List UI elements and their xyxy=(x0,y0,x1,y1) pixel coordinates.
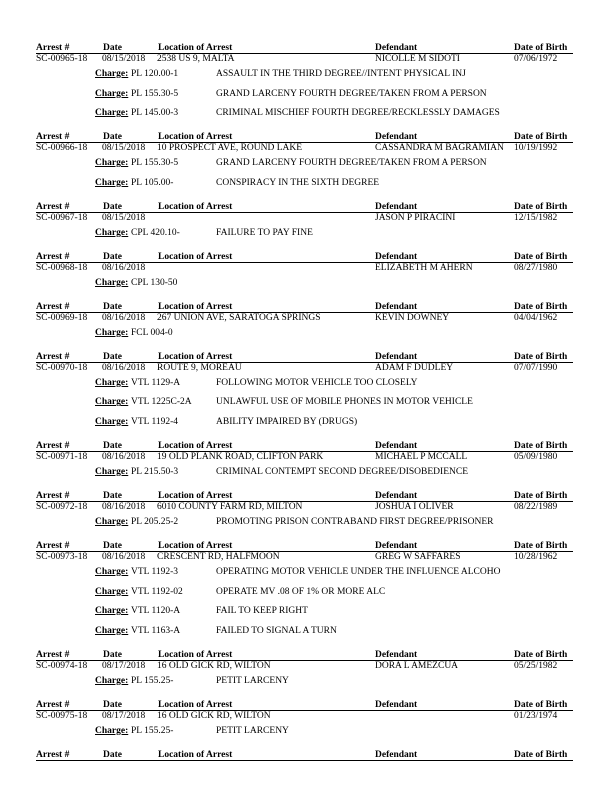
charge-label: Charge: xyxy=(95,227,129,238)
arrest-record xyxy=(0,501,612,513)
defendant-name: DORA L AMEZCUA xyxy=(375,660,459,671)
header-defendant: Defendant xyxy=(375,201,418,212)
charge-label: Charge: xyxy=(95,567,129,577)
arrest-date: 08/16/2018 xyxy=(102,452,146,462)
header-defendant: Defendant xyxy=(375,132,418,143)
charge-code: VTL 1120-A xyxy=(131,606,181,617)
arrest-location: 19 OLD PLANK ROAD, CLIFTON PARK xyxy=(157,452,324,462)
charge-description: OPERATING MOTOR VEHICLE UNDER THE INFLUENCE ALCOHO xyxy=(216,567,501,577)
arrest-location: 16 OLD GICK RD, WILTON xyxy=(157,710,271,721)
charge-description: CRIMINAL MISCHIEF FOURTH DEGREE/RECKLESSLY DAMAGES xyxy=(216,108,500,119)
column-header-row xyxy=(0,749,612,761)
header-date: Date xyxy=(103,351,122,362)
header-arrest: Arrest # xyxy=(36,749,70,760)
charge-code: CPL 130-50 xyxy=(131,277,178,288)
charge-code: PL 155.25- xyxy=(131,675,174,686)
defendant-name: GREG W SAFFARES xyxy=(375,552,461,562)
header-location: Location of Arrest xyxy=(158,491,233,501)
header-dob: Date of Birth xyxy=(514,201,568,212)
header-date: Date xyxy=(103,749,122,760)
charge-code: PL 155.25- xyxy=(131,725,174,736)
charge-label: Charge: xyxy=(95,69,129,79)
charge-line xyxy=(0,516,612,528)
charge-line xyxy=(0,68,612,80)
arrest-record xyxy=(0,142,612,154)
charge-line xyxy=(0,466,612,478)
header-arrest: Arrest # xyxy=(36,301,70,312)
arrest-date: 08/16/2018 xyxy=(102,262,146,273)
header-location: Location of Arrest xyxy=(158,43,233,53)
charge-label: Charge: xyxy=(95,108,129,119)
arrest-number: SC-00967-18 xyxy=(36,212,88,223)
arrest-location: 16 OLD GICK RD, WILTON xyxy=(157,660,271,671)
header-defendant: Defendant xyxy=(375,251,418,262)
arrest-date: 08/15/2018 xyxy=(102,212,146,223)
charge-line xyxy=(0,277,612,289)
header-arrest: Arrest # xyxy=(36,441,70,451)
charge-code: VTL 1225C-2A xyxy=(131,397,192,408)
header-date: Date xyxy=(103,441,122,451)
charge-code: PL 105.00- xyxy=(131,177,174,188)
header-defendant: Defendant xyxy=(375,351,418,362)
charge-description: CONSPIRACY IN THE SIXTH DEGREE xyxy=(216,177,380,188)
arrest-record xyxy=(0,262,612,274)
charge-line xyxy=(0,566,612,578)
charge-description: OPERATE MV .08 OF 1% OR MORE ALC xyxy=(216,586,386,597)
charge-label: Charge: xyxy=(95,88,129,99)
charge-description: PETIT LARCENY xyxy=(216,725,289,736)
charge-description: UNLAWFUL USE OF MOBILE PHONES IN MOTOR VEHICLE xyxy=(216,397,473,408)
header-arrest: Arrest # xyxy=(36,649,70,660)
header-location: Location of Arrest xyxy=(158,132,233,143)
charge-label: Charge: xyxy=(95,158,129,169)
date-of-birth: 04/04/1962 xyxy=(514,312,558,323)
charge-line xyxy=(0,107,612,119)
defendant-name: ADAM F DUDLEY xyxy=(375,362,454,373)
header-location: Location of Arrest xyxy=(158,541,233,551)
defendant-name: ELIZABETH M AHERN xyxy=(375,262,473,273)
charge-line xyxy=(0,586,612,598)
header-dob: Date of Birth xyxy=(514,541,568,551)
charge-label: Charge: xyxy=(95,417,129,427)
arrest-location: CRESCENT RD, HALFMOON xyxy=(157,552,280,562)
arrest-number: SC-00973-18 xyxy=(36,552,88,562)
header-arrest: Arrest # xyxy=(36,351,70,362)
arrest-record xyxy=(0,312,612,324)
arrest-record xyxy=(0,451,612,463)
charge-line xyxy=(0,396,612,408)
header-location: Location of Arrest xyxy=(158,699,233,710)
date-of-birth: 05/25/1982 xyxy=(514,660,558,671)
header-arrest: Arrest # xyxy=(36,201,70,212)
arrest-number: SC-00972-18 xyxy=(36,502,88,512)
arrest-date: 08/16/2018 xyxy=(102,312,146,323)
charge-label: Charge: xyxy=(95,327,129,338)
charge-code: PL 205.25-2 xyxy=(131,517,179,527)
header-dob: Date of Birth xyxy=(514,699,568,710)
charge-line xyxy=(0,157,612,169)
charge-description: FAILURE TO PAY FINE xyxy=(216,227,313,238)
arrest-number: SC-00966-18 xyxy=(36,143,88,154)
charge-label: Charge: xyxy=(95,606,129,617)
header-dob: Date of Birth xyxy=(514,43,568,53)
arrest-date: 08/16/2018 xyxy=(102,552,146,562)
header-location: Location of Arrest xyxy=(158,649,233,660)
arrest-number: SC-00975-18 xyxy=(36,710,88,721)
date-of-birth: 01/23/1974 xyxy=(514,710,558,721)
header-dob: Date of Birth xyxy=(514,132,568,143)
charge-label: Charge: xyxy=(95,377,129,388)
charge-code: VTL 1192-02 xyxy=(131,586,183,597)
arrest-date: 08/15/2018 xyxy=(102,143,146,154)
charge-description: GRAND LARCENY FOURTH DEGREE/TAKEN FROM A PERSON xyxy=(216,88,487,99)
header-defendant: Defendant xyxy=(375,301,418,312)
arrest-number: SC-00969-18 xyxy=(36,312,88,323)
header-date: Date xyxy=(103,201,122,212)
header-date: Date xyxy=(103,301,122,312)
charge-label: Charge: xyxy=(95,467,129,477)
header-arrest: Arrest # xyxy=(36,491,70,501)
header-defendant: Defendant xyxy=(375,649,418,660)
header-dob: Date of Birth xyxy=(514,251,568,262)
arrest-date: 08/16/2018 xyxy=(102,502,146,512)
charge-line xyxy=(0,416,612,428)
charge-code: VTL 1192-3 xyxy=(131,567,179,577)
header-dob: Date of Birth xyxy=(514,749,568,760)
charge-label: Charge: xyxy=(95,675,129,686)
arrest-location: 2538 US 9, MALTA xyxy=(157,54,235,64)
charge-code: PL 155.30-5 xyxy=(131,88,179,99)
header-date: Date xyxy=(103,491,122,501)
charge-code: PL 120.00-1 xyxy=(131,69,179,79)
header-date: Date xyxy=(103,251,122,262)
charge-description: ABILITY IMPAIRED BY (DRUGS) xyxy=(216,417,358,427)
date-of-birth: 12/15/1982 xyxy=(514,212,558,223)
defendant-name: KEVIN DOWNEY xyxy=(375,312,450,323)
header-defendant: Defendant xyxy=(375,43,418,53)
charge-description: ASSAULT IN THE THIRD DEGREE//INTENT PHYSICAL INJ xyxy=(216,69,466,79)
defendant-name: JASON P PIRACINI xyxy=(375,212,456,223)
charge-code: FCL 004-0 xyxy=(131,327,173,338)
charge-code: VTL 1163-A xyxy=(131,625,181,636)
charge-code: PL 155.30-5 xyxy=(131,158,179,169)
defendant-name: MICHAEL P MCCALL xyxy=(375,452,468,462)
charge-line xyxy=(0,177,612,189)
charge-label: Charge: xyxy=(95,397,129,408)
header-date: Date xyxy=(103,699,122,710)
header-dob: Date of Birth xyxy=(514,441,568,451)
arrest-location: 10 PROSPECT AVE, ROUND LAKE xyxy=(157,143,303,154)
header-arrest: Arrest # xyxy=(36,699,70,710)
arrest-number: SC-00968-18 xyxy=(36,262,88,273)
defendant-name: NICOLLE M SIDOTI xyxy=(375,54,460,64)
charge-description: FOLLOWING MOTOR VEHICLE TOO CLOSELY xyxy=(216,377,418,388)
charge-description: PETIT LARCENY xyxy=(216,675,289,686)
arrest-date: 08/17/2018 xyxy=(102,710,146,721)
charge-description: CRIMINAL CONTEMPT SECOND DEGREE/DISOBEDIENCE xyxy=(216,467,469,477)
header-defendant: Defendant xyxy=(375,699,418,710)
arrest-date: 08/16/2018 xyxy=(102,362,146,373)
header-location: Location of Arrest xyxy=(158,441,233,451)
arrest-record xyxy=(0,551,612,563)
date-of-birth: 08/27/1980 xyxy=(514,262,558,273)
date-of-birth: 07/07/1990 xyxy=(514,362,558,373)
defendant-name: JOSHUA I OLIVER xyxy=(375,502,454,512)
charge-line xyxy=(0,725,612,737)
header-arrest: Arrest # xyxy=(36,43,70,53)
arrest-location: 6010 COUNTY FARM RD, MILTON xyxy=(157,502,303,512)
date-of-birth: 05/09/1980 xyxy=(514,452,558,462)
charge-description: GRAND LARCENY FOURTH DEGREE/TAKEN FROM A PERSON xyxy=(216,158,487,169)
header-location: Location of Arrest xyxy=(158,201,233,212)
date-of-birth: 10/19/1992 xyxy=(514,143,558,154)
charge-label: Charge: xyxy=(95,586,129,597)
arrest-date: 08/17/2018 xyxy=(102,660,146,671)
defendant-name: CASSANDRA M BAGRAMIAN xyxy=(375,143,504,154)
charge-description: FAILED TO SIGNAL A TURN xyxy=(216,625,337,636)
charge-code: PL 215.50-3 xyxy=(131,467,179,477)
charge-line xyxy=(0,625,612,637)
date-of-birth: 10/28/1962 xyxy=(514,552,558,562)
charge-code: VTL 1129-A xyxy=(131,377,181,388)
charge-label: Charge: xyxy=(95,277,129,288)
charge-line xyxy=(0,605,612,617)
charge-line xyxy=(0,227,612,239)
header-date: Date xyxy=(103,541,122,551)
arrest-number: SC-00974-18 xyxy=(36,660,88,671)
header-defendant: Defendant xyxy=(375,441,418,451)
arrest-number: SC-00970-18 xyxy=(36,362,88,373)
header-dob: Date of Birth xyxy=(514,649,568,660)
header-rule xyxy=(36,760,573,761)
charge-code: CPL 420.10- xyxy=(131,227,180,238)
charge-code: PL 145.00-3 xyxy=(131,108,179,119)
header-dob: Date of Birth xyxy=(514,491,568,501)
header-date: Date xyxy=(103,43,122,53)
header-arrest: Arrest # xyxy=(36,541,70,551)
charge-label: Charge: xyxy=(95,625,129,636)
arrest-date: 08/15/2018 xyxy=(102,54,146,64)
charge-label: Charge: xyxy=(95,517,129,527)
charge-line xyxy=(0,88,612,100)
arrest-location: 267 UNION AVE, SARATOGA SPRINGS xyxy=(157,312,321,323)
charge-description: PROMOTING PRISON CONTRABAND FIRST DEGREE/PRISONER xyxy=(216,517,494,527)
arrest-record xyxy=(0,362,612,374)
header-defendant: Defendant xyxy=(375,541,418,551)
charge-label: Charge: xyxy=(95,177,129,188)
arrest-location: ROUTE 9, MOREAU xyxy=(157,362,242,373)
charge-code: VTL 1192-4 xyxy=(131,417,179,427)
date-of-birth: 08/22/1989 xyxy=(514,502,558,512)
header-location: Location of Arrest xyxy=(158,351,233,362)
arrest-number: SC-00971-18 xyxy=(36,452,88,462)
arrest-record xyxy=(0,710,612,722)
header-dob: Date of Birth xyxy=(514,351,568,362)
arrest-record xyxy=(0,212,612,224)
header-arrest: Arrest # xyxy=(36,251,70,262)
header-location: Location of Arrest xyxy=(158,749,233,760)
header-dob: Date of Birth xyxy=(514,301,568,312)
header-arrest: Arrest # xyxy=(36,132,70,143)
charge-description: FAIL TO KEEP RIGHT xyxy=(216,606,308,617)
date-of-birth: 07/06/1972 xyxy=(514,54,558,64)
arrest-record xyxy=(0,53,612,65)
header-date: Date xyxy=(103,132,122,143)
header-location: Location of Arrest xyxy=(158,301,233,312)
header-date: Date xyxy=(103,649,122,660)
charge-label: Charge: xyxy=(95,725,129,736)
arrest-record xyxy=(0,660,612,672)
header-defendant: Defendant xyxy=(375,491,418,501)
arrest-number: SC-00965-18 xyxy=(36,54,88,64)
charge-line xyxy=(0,377,612,389)
header-defendant: Defendant xyxy=(375,749,418,760)
header-location: Location of Arrest xyxy=(158,251,233,262)
charge-line xyxy=(0,327,612,339)
charge-line xyxy=(0,675,612,687)
